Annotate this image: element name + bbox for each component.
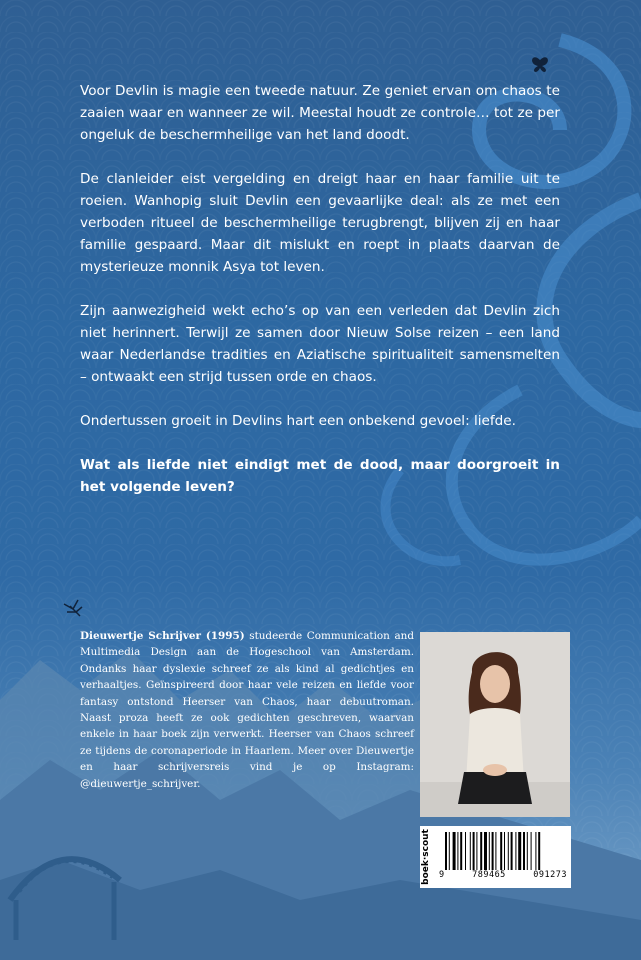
butterfly-icon — [532, 57, 548, 72]
barcode-bar — [508, 832, 509, 870]
author-bio — [80, 628, 414, 792]
author-name: Dieuwertje Schrijver (1995) — [80, 630, 245, 642]
barcode-bar — [515, 832, 516, 870]
blurb-paragraph: De clanleider eist vergelding en dreigt haar en haar familie uit te roeien. Wanhopig sluit Devlin een gevaarlijke deal: als ze met een verboden ritueel de beschermheilige terugbrengt, blijven zij en haar familie gespaard. Maar dit mislukt en roept in plaats daarvan de mysterieuze monnik Asya tot leven. — [80, 171, 560, 275]
barcode-bar — [470, 832, 471, 870]
barcode-digit-group-1: 789465 — [472, 870, 506, 880]
barcode-bar — [535, 832, 536, 870]
barcode-bar — [476, 832, 477, 870]
barcode-bar — [489, 832, 490, 870]
barcode-bar — [538, 832, 540, 870]
blurb-paragraph: Zijn aanwezigheid wekt echo’s op van een verleden dat Devlin zich niet herinnert. Terwijl ze samen door Nieuw Solse reizen – een land waar Nederlandse tradities en Aziatische spiritualiteit samensmelten – ontwaakt een strijd tussen orde en chaos. — [80, 303, 560, 385]
barcode-bar — [531, 832, 532, 870]
barcode-digit-group-2: 091273 — [533, 870, 567, 880]
blurb-paragraph: Voor Devlin is magie een tweede natuur. Ze geniet ervan om chaos te zaaien waar en wanneer ze wil. Meestal houdt ze controle… tot ze per ongeluk de beschermheilige van het land doodt. — [80, 83, 560, 143]
barcode-bar — [460, 832, 462, 870]
isbn-barcode — [421, 826, 571, 888]
barcode-bar — [518, 832, 521, 870]
publisher-logo-text: boek·scout — [421, 829, 431, 885]
blurb-paragraph: Ondertussen groeit in Devlins hart een onbekend gevoel: liefde. — [80, 413, 516, 429]
barcode-bar — [523, 832, 525, 870]
barcode-bar — [449, 832, 450, 870]
barcode-bar — [527, 832, 528, 870]
barcode-bar — [484, 832, 487, 870]
dragonfly-icon — [64, 600, 82, 616]
author-bio-text: studeerde Communication and Multimedia Design aan de Hogeschool van Amsterdam. Ondanks haar dyslexie schreef ze als kind al gedichtjes en verhaaltjes. Geïnspireerd door haar vele reizen en liefde voor fantasy ontstond Heerser van Chaos, haar debuutroman. Naast proza heeft ze ook gedichten geschreven, waarvan enkele in haar boek zijn verwerkt. Heerser van Chaos schreef ze tijdens de coronaperiode in Haarlem. Meer over Dieuwertje en haar schrijversreis vind je op Instagram: @dieuwertje_schrijver. — [80, 630, 414, 790]
barcode-bar — [500, 832, 502, 870]
barcode-bar — [457, 832, 458, 870]
barcode-digit-first: 9 — [439, 870, 445, 880]
barcode-bar — [445, 832, 447, 870]
barcode-bar — [480, 832, 482, 870]
barcode-bar — [465, 832, 466, 870]
barcode-bars — [445, 832, 563, 870]
publisher-logo — [420, 826, 432, 888]
blurb-question: Wat als liefde niet eindigt met de dood, maar doorgroeit in het volgende leven? — [80, 457, 560, 495]
barcode-bar — [492, 832, 494, 870]
barcode-bar — [473, 832, 475, 870]
barcode-bar — [453, 832, 456, 870]
barcode-bar — [511, 832, 513, 870]
barcode-bar — [504, 832, 505, 870]
barcode-bar — [495, 832, 496, 870]
author-photo — [420, 632, 570, 817]
blurb-text — [80, 80, 560, 520]
